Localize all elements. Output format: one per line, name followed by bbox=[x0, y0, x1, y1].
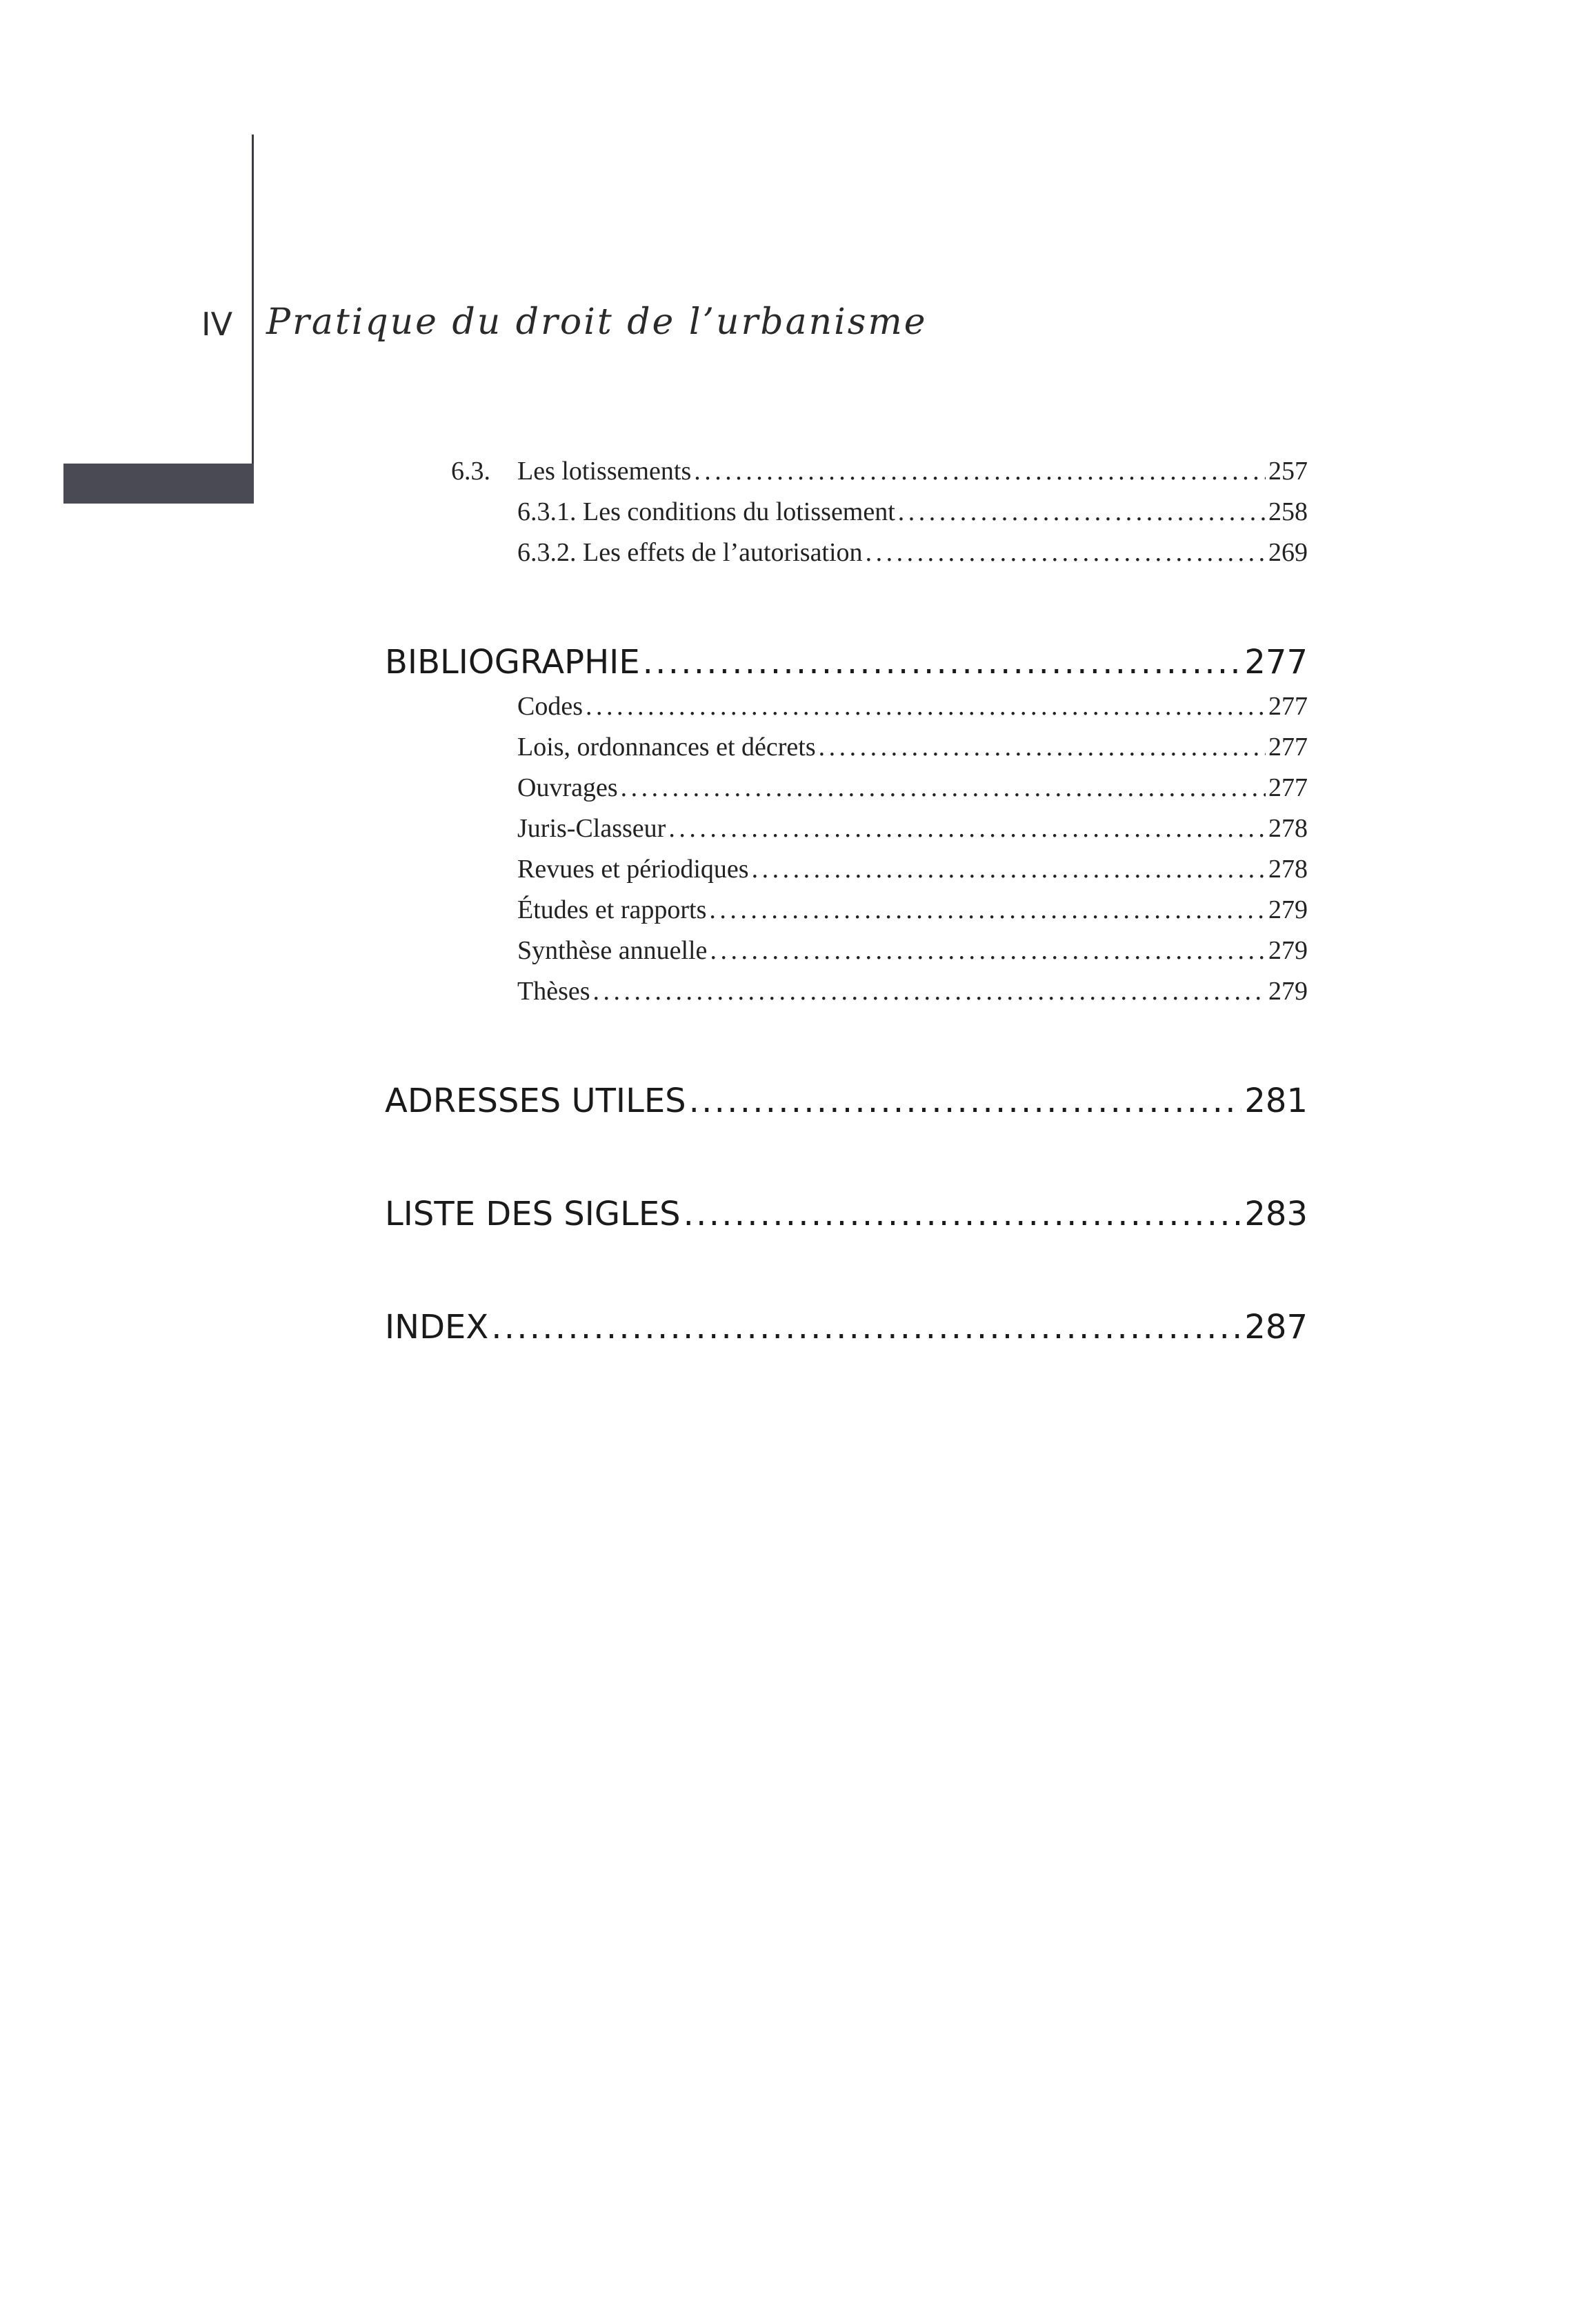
toc-entry-label: BIBLIOGRAPHIE bbox=[385, 643, 640, 682]
toc-entry-label: Synthèse annuelle bbox=[517, 936, 708, 965]
toc-entry-page: 287 bbox=[1244, 1308, 1308, 1346]
toc-entry-label: Revues et périodiques bbox=[517, 855, 749, 884]
dot-leader bbox=[586, 689, 1266, 724]
toc-entry-page: 277 bbox=[1268, 733, 1308, 762]
dot-leader bbox=[684, 1192, 1242, 1236]
toc-entry-bibliographie[interactable] bbox=[385, 640, 1308, 684]
toc-entry-page: 283 bbox=[1244, 1195, 1308, 1233]
toc-entry-page: 258 bbox=[1268, 497, 1308, 526]
dot-leader bbox=[709, 893, 1266, 927]
toc-entry-theses[interactable] bbox=[517, 974, 1308, 1008]
toc-entry-codes[interactable] bbox=[517, 689, 1308, 724]
dot-leader bbox=[668, 811, 1266, 846]
toc-entry-page: 279 bbox=[1268, 977, 1308, 1006]
toc-entry-synthese[interactable] bbox=[517, 933, 1308, 968]
toc-entry-page: 279 bbox=[1268, 895, 1308, 924]
dot-leader bbox=[710, 933, 1266, 968]
toc-entry-page: 269 bbox=[1268, 538, 1308, 567]
chapter-tab-marker bbox=[63, 464, 254, 504]
toc-entry-label: 6.3.2. Les effets de l’autorisation bbox=[517, 538, 863, 567]
toc-entry-label: Thèses bbox=[517, 977, 590, 1006]
toc-entry-ouvrages[interactable] bbox=[517, 771, 1308, 805]
running-title: Pratique du droit de l’urbanisme bbox=[266, 301, 928, 343]
toc-entry-label: Lois, ordonnances et décrets bbox=[517, 733, 816, 762]
dot-leader bbox=[689, 1079, 1242, 1123]
toc-entry-label: Codes bbox=[517, 692, 583, 721]
toc-entry-page: 277 bbox=[1268, 692, 1308, 721]
toc-entry-label: Ouvrages bbox=[517, 773, 618, 802]
toc-entry-page: 277 bbox=[1244, 643, 1308, 682]
toc-entry-page: 278 bbox=[1268, 814, 1308, 843]
toc-entry-page: 278 bbox=[1268, 855, 1308, 884]
toc-entry-6-3-2[interactable] bbox=[517, 535, 1308, 570]
toc-entry-label: Juris-Classeur bbox=[517, 814, 666, 843]
toc-entry-label: 6.3.1. Les conditions du lotissement bbox=[517, 497, 895, 526]
toc-entry-label: Les lotissements bbox=[517, 457, 692, 486]
toc-entry-adresses-utiles[interactable] bbox=[385, 1079, 1308, 1123]
toc-entry-revues[interactable] bbox=[517, 852, 1308, 886]
margin-vertical-rule bbox=[252, 135, 254, 504]
page-folio: IV bbox=[201, 306, 233, 343]
dot-leader bbox=[593, 974, 1266, 1008]
dot-leader bbox=[694, 454, 1266, 488]
toc-entry-page: 281 bbox=[1244, 1082, 1308, 1120]
dot-leader bbox=[491, 1305, 1241, 1349]
toc-entry-lois[interactable] bbox=[517, 730, 1308, 764]
toc-entry-etudes[interactable] bbox=[517, 893, 1308, 927]
toc-entry-index[interactable] bbox=[385, 1305, 1308, 1349]
toc-entry-number: 6.3. bbox=[451, 457, 490, 486]
toc-entry-page: 257 bbox=[1268, 457, 1308, 486]
toc-entry-6-3[interactable] bbox=[451, 454, 1308, 488]
dot-leader bbox=[752, 852, 1266, 886]
toc-entry-liste-des-sigles[interactable] bbox=[385, 1192, 1308, 1236]
toc-entry-juris-classeur[interactable] bbox=[517, 811, 1308, 846]
toc-entry-label: INDEX bbox=[385, 1308, 489, 1346]
toc-entry-6-3-1[interactable] bbox=[517, 495, 1308, 529]
toc-entry-label: Études et rapports bbox=[517, 895, 707, 924]
dot-leader bbox=[866, 535, 1266, 570]
toc-entry-label: LISTE DES SIGLES bbox=[385, 1195, 681, 1233]
toc-entry-page: 277 bbox=[1268, 773, 1308, 802]
dot-leader bbox=[898, 495, 1266, 529]
dot-leader bbox=[819, 730, 1266, 764]
dot-leader bbox=[621, 771, 1266, 805]
toc-entry-label: ADRESSES UTILES bbox=[385, 1082, 686, 1120]
dot-leader bbox=[643, 640, 1242, 684]
toc-entry-page: 279 bbox=[1268, 936, 1308, 965]
